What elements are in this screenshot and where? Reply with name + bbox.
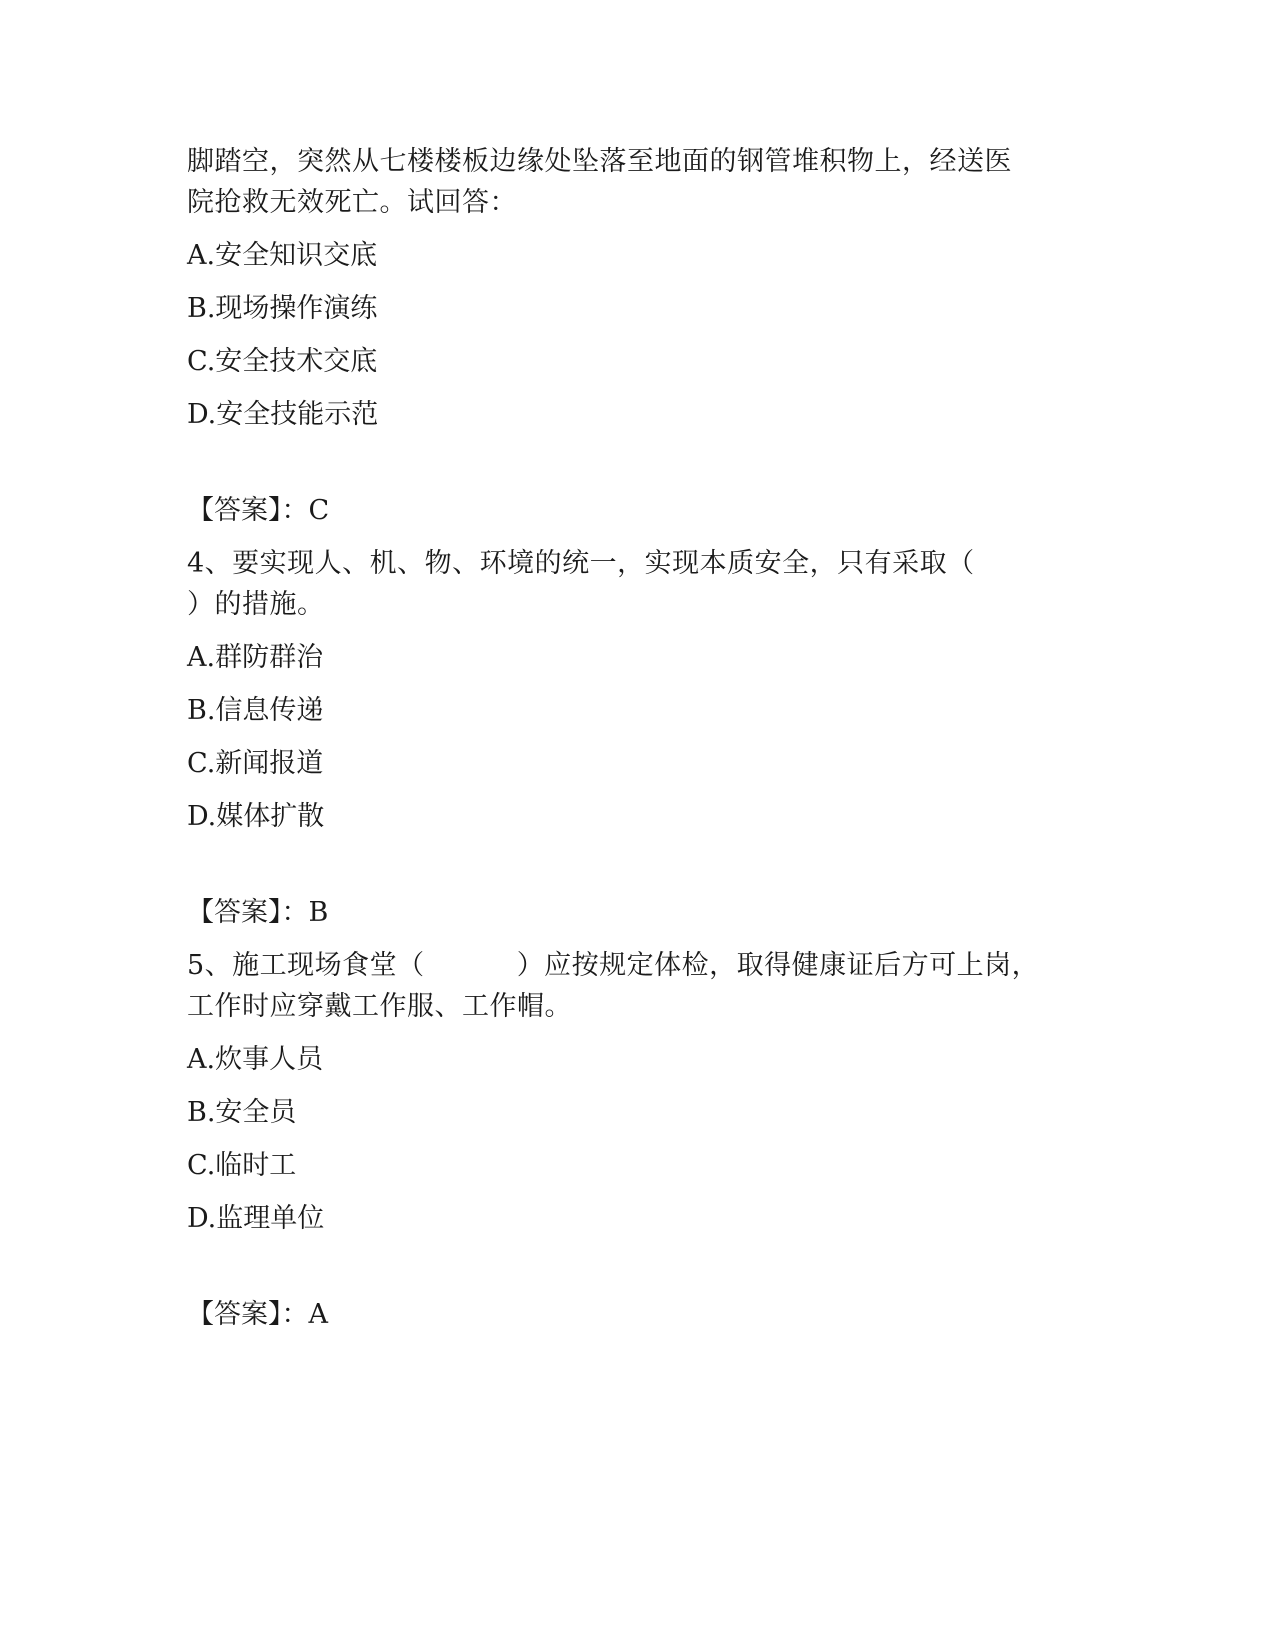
- q4-option-d: D.媒体扩散: [187, 801, 325, 832]
- q5-stem-line-2: 工作时应穿戴工作服、工作帽。: [187, 991, 572, 1022]
- q3-answer: 【答案】：C: [187, 495, 330, 526]
- q4-stem-line-2: ）的措施。: [187, 589, 325, 620]
- q4-answer: 【答案】：B: [187, 897, 329, 928]
- q4-option-a: A.群防群治: [187, 642, 324, 673]
- q5-stem-part-a: 5、施工现场食堂（: [187, 950, 425, 981]
- q5-option-d: D.监理单位: [187, 1203, 325, 1234]
- q5-stem-line-1: [187, 949, 1039, 983]
- q5-option-a: A.炊事人员: [187, 1044, 324, 1075]
- q5-option-c: C.临时工: [187, 1150, 297, 1181]
- q4-option-b: B.信息传递: [187, 695, 324, 726]
- q3-stem-line-2: 院抢救无效死亡。试回答：: [187, 187, 517, 218]
- q3-option-d: D.安全技能示范: [187, 399, 379, 430]
- q3-option-b: B.现场操作演练: [187, 293, 378, 324]
- q3-option-a: A.安全知识交底: [187, 240, 378, 271]
- q3-option-c: C.安全技术交底: [187, 346, 378, 377]
- q5-stem-part-b: ）应按规定体检，取得健康证后方可上岗，: [516, 950, 1040, 981]
- q5-option-b: B.安全员: [187, 1097, 297, 1128]
- q4-stem-line-1: 4、要实现人、机、物、环境的统一，实现本质安全，只有采取（: [187, 548, 975, 579]
- q4-option-c: C.新闻报道: [187, 748, 324, 779]
- q5-answer: 【答案】：A: [187, 1299, 328, 1330]
- q3-stem-line-1: 脚踏空，突然从七楼楼板边缘处坠落至地面的钢管堆积物上，经送医: [187, 146, 1012, 177]
